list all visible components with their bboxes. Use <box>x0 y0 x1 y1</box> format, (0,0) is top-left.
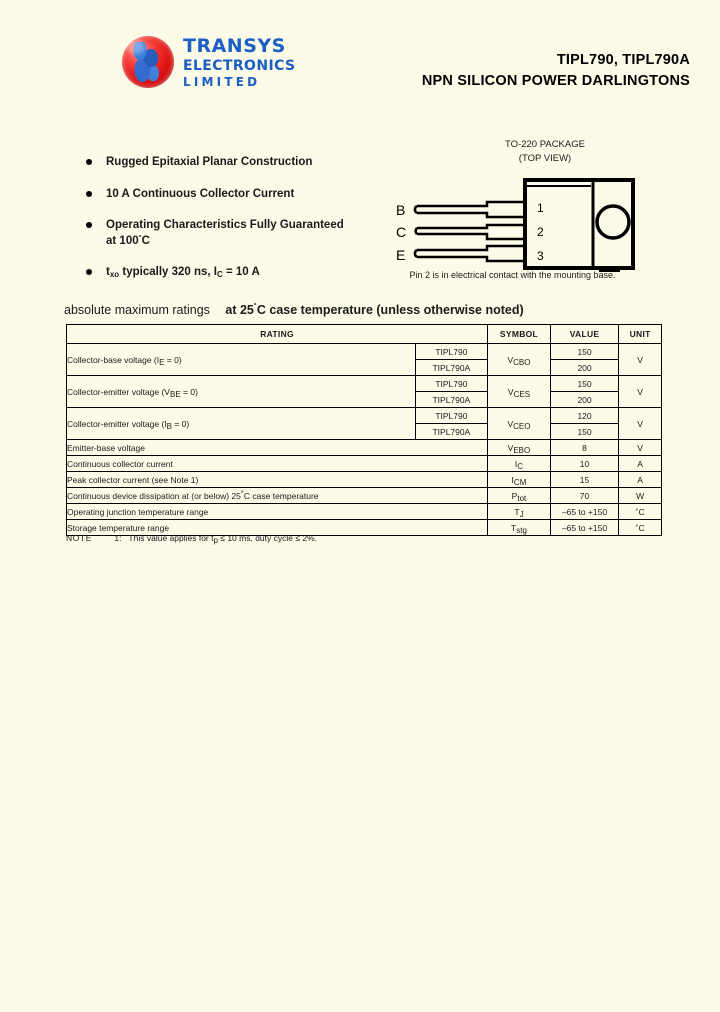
absolute-maximum-ratings-table <box>66 324 662 536</box>
rating-symbol: $V_{CBO}$ <box>488 344 551 376</box>
package-caption-line-2: (TOP VIEW) <box>518 152 572 164</box>
pin-label-e: E <box>396 246 406 263</box>
feature-list <box>86 155 376 297</box>
device-name: TIPL790A <box>415 360 488 376</box>
rating-symbol: $V_{CEO}$ <box>488 408 551 440</box>
table-row <box>67 376 662 392</box>
note-text: This value applies for $t_p \le 10$ ms, duty cycle ≤ 2%. <box>123 533 318 545</box>
globe-icon <box>122 36 174 88</box>
pin-number-2: 2 <box>537 224 544 239</box>
feature-text: Rugged Epitaxial Planar Construction <box>106 156 313 168</box>
feature-item <box>86 155 376 171</box>
pin-number-3: 3 <box>537 248 544 263</box>
rating-unit: V <box>619 376 662 408</box>
rating-unit: ˚C <box>619 504 662 520</box>
rating-symbol: $V_{EBO}$ <box>488 440 551 456</box>
table-row <box>67 408 662 424</box>
device-name: TIPL790 <box>415 376 488 392</box>
column-header-unit: UNIT <box>619 325 662 344</box>
rating-description: Emitter-base voltage <box>67 440 488 456</box>
ratings-heading-normal: absolute maximum ratings <box>64 303 210 317</box>
document-title <box>422 52 690 89</box>
table-row <box>67 504 662 520</box>
device-name: TIPL790 <box>415 408 488 424</box>
rating-symbol: $I_C$ <box>488 456 551 472</box>
column-header-value: VALUE <box>550 325 618 344</box>
column-header-rating: RATING <box>67 325 488 344</box>
rating-unit: A <box>619 456 662 472</box>
bullet-icon <box>86 222 92 228</box>
logo-line-3: LIMITED <box>183 74 261 89</box>
rating-symbol: $T_J$ <box>488 504 551 520</box>
feature-text: Operating Characteristics Fully Guaranteed at 100˚C <box>106 219 344 247</box>
feature-text: 10 A Continuous Collector Current <box>106 187 295 200</box>
device-name: TIPL790A <box>415 392 488 408</box>
feature-item <box>86 265 376 281</box>
bullet-icon <box>86 269 92 275</box>
rating-symbol: $P_{tot}$ <box>488 488 551 504</box>
pin-number-1: 1 <box>537 200 544 215</box>
ratings-heading <box>64 303 524 317</box>
logo-line-1: TRANSYS <box>183 34 286 57</box>
rating-description: Collector-base voltage $(I_E = 0)$ <box>67 344 416 376</box>
rating-description: Continuous collector current <box>67 456 488 472</box>
table-row <box>67 488 662 504</box>
rating-value: –65 to +150 <box>550 504 618 520</box>
package-diagram <box>390 138 640 295</box>
rating-value: 200 <box>550 392 618 408</box>
rating-unit: V <box>619 408 662 440</box>
rating-value: 200 <box>550 360 618 376</box>
note-number: 1: <box>114 533 122 543</box>
rating-description: Continuous device dissipation at (or below) 25˚C case temperature <box>67 488 488 504</box>
rating-unit: V <box>619 344 662 376</box>
ratings-heading-condition: at 25˚C case temperature (unless otherwise noted) <box>225 302 524 317</box>
table-row <box>67 456 662 472</box>
part-numbers: TIPL790, TIPL790A <box>556 52 690 68</box>
rating-value: 150 <box>550 376 618 392</box>
rating-value: 10 <box>550 456 618 472</box>
rating-unit: A <box>619 472 662 488</box>
rating-value: –65 to +150 <box>550 520 618 536</box>
rating-description: Storage temperature range <box>67 520 488 536</box>
bullet-icon <box>86 159 92 165</box>
rating-value: 150 <box>550 424 618 440</box>
page-header <box>0 36 720 108</box>
package-footnote: Pin 2 is in electrical contact with the mounting base. <box>409 270 616 280</box>
table-row <box>67 344 662 360</box>
rating-symbol: $T_{stg}$ <box>488 520 551 536</box>
table-note <box>66 533 317 543</box>
rating-description: Collector-emitter voltage $(V_{BE} = 0)$ <box>67 376 416 408</box>
rating-value: 70 <box>550 488 618 504</box>
bullet-icon <box>86 191 92 197</box>
rating-description: Operating junction temperature range <box>67 504 488 520</box>
rating-description: Collector-emitter voltage $(I_B = 0)$ <box>67 408 416 440</box>
package-caption-line-1: TO-220 PACKAGE <box>505 139 585 150</box>
note-label: NOTE <box>66 533 93 543</box>
rating-symbol: $V_{CES}$ <box>488 376 551 408</box>
pin-label-b: B <box>396 201 406 218</box>
rating-value: 150 <box>550 344 618 360</box>
rating-value: 120 <box>550 408 618 424</box>
company-logo <box>122 36 296 88</box>
pin-label-c: C <box>396 223 407 240</box>
table-row <box>67 472 662 488</box>
column-header-symbol: SYMBOL <box>488 325 551 344</box>
device-name: TIPL790 <box>415 344 488 360</box>
feature-text: $t_{xo}$ typically 320 ns, $I_C = 10$ A <box>106 266 260 280</box>
rating-symbol: $I_{CM}$ <box>488 472 551 488</box>
device-description: NPN SILICON POWER DARLINGTONS <box>421 73 690 89</box>
logo-line-2: ELECTRONICS <box>183 57 296 74</box>
feature-item <box>86 218 376 249</box>
rating-value: 8 <box>550 440 618 456</box>
rating-description: Peak collector current (see Note 1) <box>67 472 488 488</box>
rating-value: 15 <box>550 472 618 488</box>
table-header-row <box>67 325 662 344</box>
table-row <box>67 440 662 456</box>
package-caption <box>450 138 640 166</box>
rating-unit: V <box>619 440 662 456</box>
rating-unit: W <box>619 488 662 504</box>
feature-item <box>86 187 376 203</box>
device-name: TIPL790A <box>415 424 488 440</box>
rating-unit: ˚C <box>619 520 662 536</box>
logo-wordmark <box>183 34 296 89</box>
